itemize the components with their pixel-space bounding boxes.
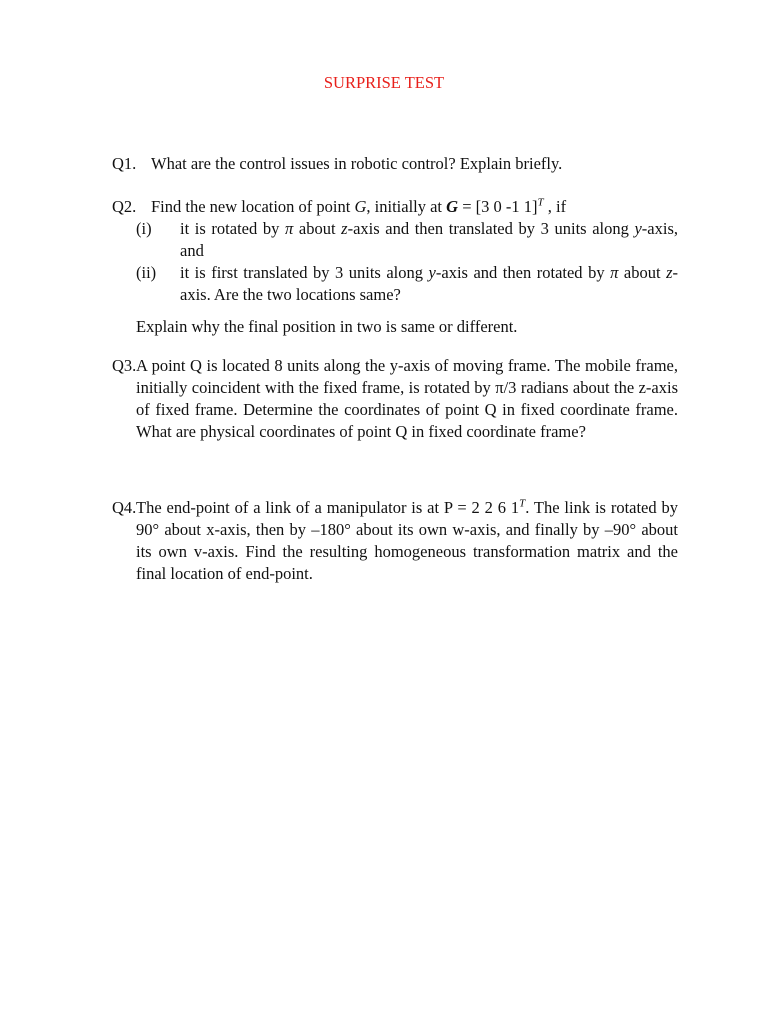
- question-1: [112, 153, 678, 175]
- question-2-part-ii: [136, 262, 678, 306]
- question-3: [112, 355, 678, 443]
- part-i-label: (i): [136, 219, 152, 238]
- question-4-text: The end-point of a link of a manipulator is at P = 2 2 6 $1^T$. The link is rotated by 90° about x-axis, then by –180° about its own w-axis, and finally by –90° about its own v-axis. Find the resulting homogeneous transformation matrix and the final location of end-point.: [136, 497, 678, 583]
- question-3-label: Q3.: [112, 356, 137, 375]
- question-2-stem: Find the new location of point G, initially at G = [3 0 -1 1]$^T$ , if: [151, 196, 567, 216]
- part-ii-label: (ii): [136, 263, 157, 282]
- part-i-text: it is rotated by π about z-axis and then translated by 3 units along y-axis, and: [180, 219, 678, 260]
- part-ii-text: it is first translated by 3 units along y-axis and then rotated by π about z-axis. Are the two locations same?: [180, 263, 678, 304]
- question-2: [112, 196, 678, 338]
- question-2-part-i: [136, 218, 678, 262]
- question-3-text: A point Q is located 8 units along the y-axis of moving frame. The mobile frame, initially coincident with the fixed frame, is rotated by π/3 radians about the z-axis of fixed frame. Determine the coordinates of point Q in fixed coordinate frame. What are physical coordinates of point Q in fixed coordinate frame?: [136, 356, 678, 441]
- question-2-label: Q2.: [112, 197, 137, 216]
- question-4: [112, 497, 678, 585]
- question-1-label: Q1.: [112, 154, 137, 173]
- question-1-text: What are the control issues in robotic control? Explain briefly.: [151, 154, 563, 173]
- question-2-followup: Explain why the final position in two is same or different.: [136, 317, 518, 336]
- question-4-label: Q4.: [112, 498, 137, 517]
- test-title: SURPRISE TEST: [323, 73, 445, 92]
